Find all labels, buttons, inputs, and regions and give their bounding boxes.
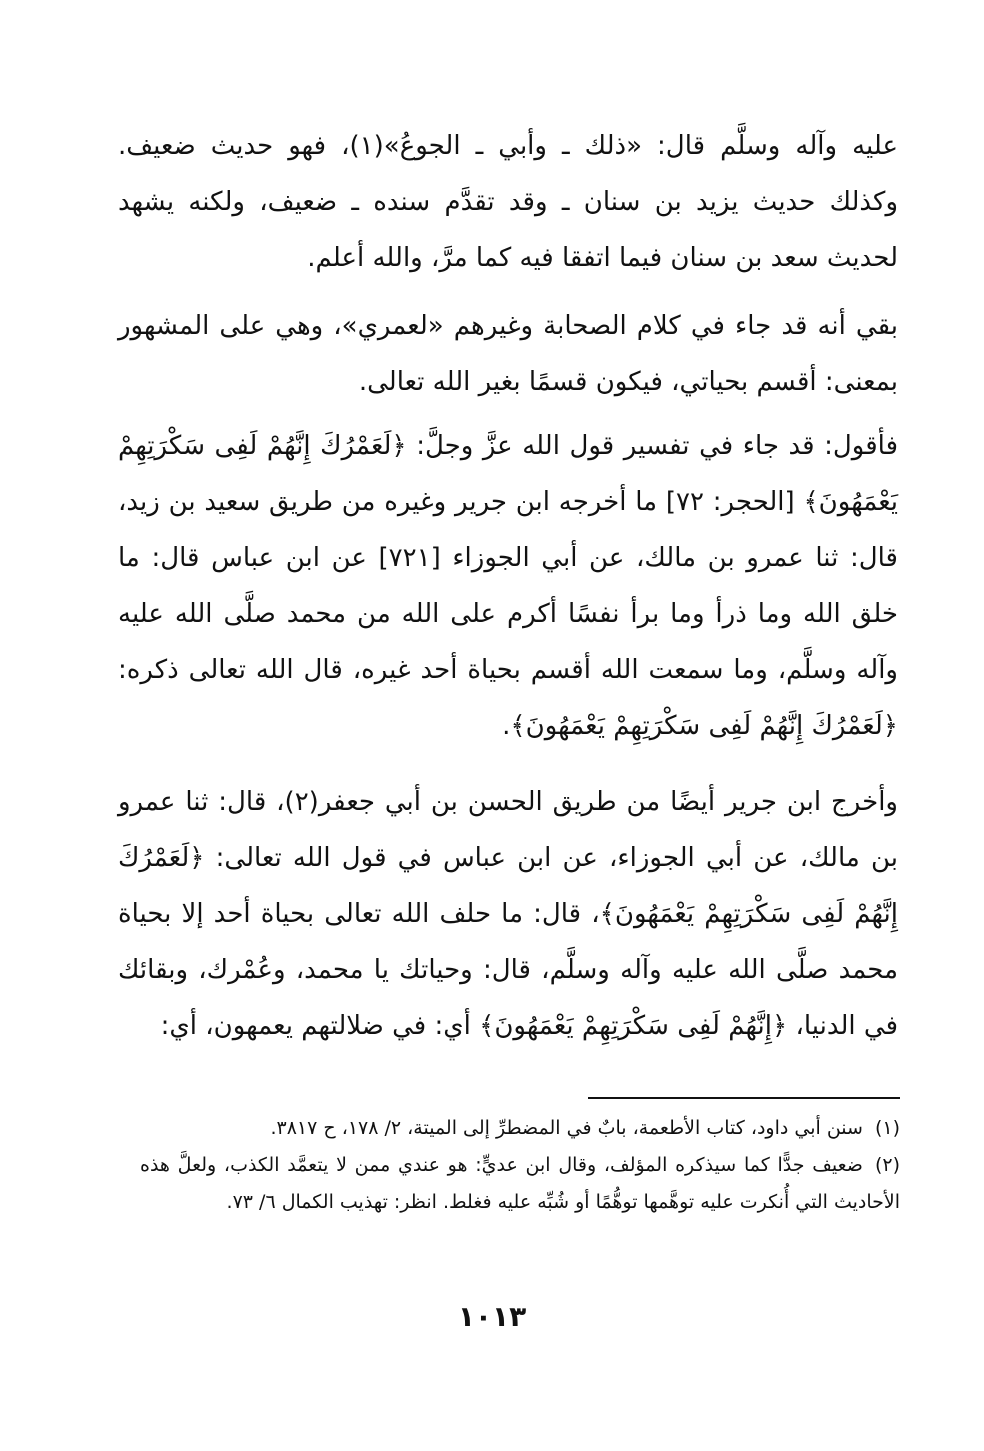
footnote-2-number: (٢) (874, 1154, 900, 1176)
paragraph-3: فأقول: قد جاء في تفسير قول الله عزَّ وجلَّ: ﴿لَعَمْرُكَ إِنَّهُمْ لَفِى سَكْرَتِهِمْ يَعْمَهُونَ﴾ [الحجر: ٧٢] ما أخرجه ابن جرير وغيره من طريق سعيد بن زيد، قال: ثنا عمرو بن مالك، عن أبي الجوزاء [٧٢١] عن ابن عباس قال: ما خلق الله وما ذرأ وما برأ نفسًا أكرم على الله من محمد صلَّى الله عليه وآله وسلَّم، وما سمعت الله أقسم بحياة أحد غيره، قال الله تعالى ذكره: ﴿لَعَمْرُكَ إِنَّهُمْ لَفِى سَكْرَتِهِمْ يَعْمَهُونَ﴾. (118, 431, 899, 741)
footnotes (140, 1110, 900, 1221)
footnote-1-number: (١) (874, 1117, 900, 1139)
footnote-separator (588, 1097, 900, 1099)
footnote-2-text: ضعيف جدًّا كما سيذكره المؤلف، وقال ابن عديٍّ: هو عندي ممن لا يتعمَّد الكذب، ولعلَّ هذه الأحاديث التي أُنكرت عليه توهَّمها توهُّمًا أو شُبِّه عليه فغلط. انظر: تهذيب الكمال ٦/ ٧٣. (140, 1154, 900, 1213)
footnote-2 (140, 1147, 900, 1221)
page-number: ١٠١٣ (457, 1300, 527, 1333)
paragraph-2: بقي أنه قد جاء في كلام الصحابة وغيرهم «لعمري»، وهي على المشهور بمعنى: أقسم بحياتي، فيكون قسمًا بغير الله تعالى. (118, 311, 898, 397)
footnote-1 (140, 1110, 900, 1147)
footnote-1-text: سنن أبي داود، كتاب الأطعمة، بابٌ في المضطرِّ إلى الميتة، ٢/ ١٧٨، ح ٣٨١٧. (270, 1117, 863, 1139)
paragraph-1: عليه وآله وسلَّم قال: «ذلك ـ وأبي ـ الجوعُ»(١)، فهو حديث ضعيف. وكذلك حديث يزيد بن سنان ـ وقد تقدَّم سنده ـ ضعيف، ولكنه يشهد لحديث سعد بن سنان فيما اتفقا فيه كما مرَّ، والله أعلم. (118, 131, 898, 273)
main-text-block-3 (118, 418, 898, 754)
main-text-block-1 (118, 118, 898, 286)
paragraph-4: وأخرج ابن جرير أيضًا من طريق الحسن بن أبي جعفر(٢)، قال: ثنا عمرو بن مالك، عن أبي الجوزاء، عن ابن عباس في قول الله تعالى: ﴿لَعَمْرُكَ إِنَّهُمْ لَفِى سَكْرَتِهِمْ يَعْمَهُونَ﴾، قال: ما حلف الله تعالى بحياة أحد إلا بحياة محمد صلَّى الله عليه وآله وسلَّم، قال: وحياتك يا محمد، وعُمْرك، وبقائك في الدنيا، ﴿إِنَّهُمْ لَفِى سَكْرَتِهِمْ يَعْمَهُونَ﴾ أي: في ضلالتهم يعمهون، أي: (118, 787, 898, 1041)
main-text-block-2 (118, 298, 898, 410)
main-text-block-4 (118, 774, 898, 1054)
